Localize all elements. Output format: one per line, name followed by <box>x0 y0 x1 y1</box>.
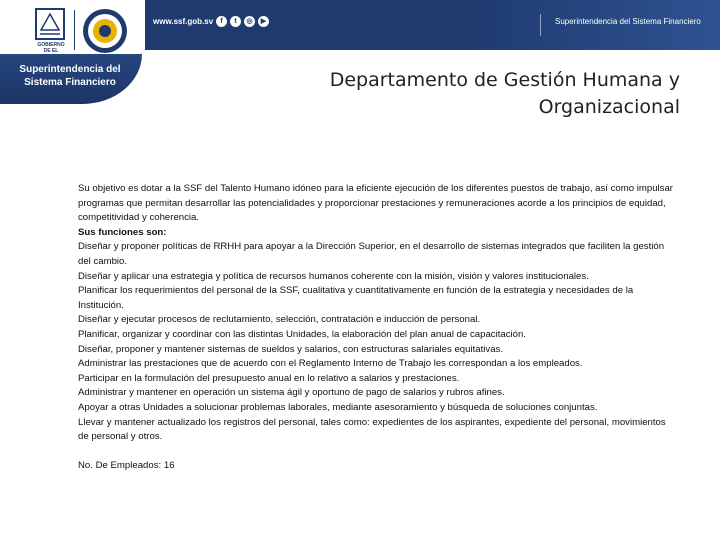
brand-name: Superintendencia del Sistema Financiero <box>555 17 701 26</box>
government-label-line2: DE EL <box>43 48 59 54</box>
page-title-line1: Departamento de Gestión Humana y <box>329 69 680 91</box>
employee-count-label: No. De Empleados: <box>78 459 162 471</box>
logo-block <box>0 0 145 108</box>
page-title-line2: Organizacional <box>538 96 680 118</box>
facebook-icon[interactable]: f <box>216 16 227 27</box>
objective-text: Su objetivo es dotar a la SSF del Talento Humano idóneo para la eficiente ejecución de los diferentes puestos de trabajo, así como impulsar programas que permitan desarrollar las potencialidades y proporcionar prestaciones y remuneraciones acorde a los principios de equidad, competitividad y coherencia. <box>78 183 673 224</box>
function-item: Planificar, organizar y coordinar con las distintas Unidades, la elaboración del plan anual de capacitación. <box>78 328 526 340</box>
government-shield-icon <box>35 8 65 40</box>
function-item: Apoyar a otras Unidades a solucionar problemas laborales, mediante asesoramiento y búsqueda de soluciones conjuntas. <box>78 401 598 413</box>
function-item: Diseñar y ejecutar procesos de reclutamiento, selección, contratación e inducción de personal. <box>78 314 481 326</box>
panel-line2: Sistema Financiero <box>24 77 116 88</box>
header-divider <box>540 14 541 36</box>
ssf-seal-icon <box>82 8 128 54</box>
youtube-icon[interactable]: ▶ <box>258 16 269 27</box>
function-item: Llevar y mantener actualizado los registros del personal, tales como: expedientes de los aspirantes, expediente del personal, movimientos de personal y otros. <box>78 416 666 443</box>
employee-count <box>78 459 678 474</box>
page-title <box>280 67 680 121</box>
panel-line1: Superintendencia del <box>19 64 121 75</box>
website-link[interactable]: www.ssf.gob.sv <box>153 17 214 26</box>
department-description <box>78 182 678 473</box>
employee-count-value: 16 <box>163 459 175 471</box>
government-label-line1: GOBIERNO <box>37 42 65 48</box>
logo-separator <box>74 10 75 50</box>
function-item: Diseñar y proponer políticas de RRHH para apoyar a la Dirección Superior, en el desarrollo de sistemas integrados que faciliten la gestión del cambio. <box>78 241 665 267</box>
function-item: Administrar y mantener en operación un sistema ágil y oportuno de pago de salarios y rubros afines. <box>78 387 505 399</box>
function-item: Administrar las prestaciones que de acuerdo con el Reglamento Interno de Trabajo les correspondan a los empleados. <box>78 358 583 370</box>
instagram-icon[interactable]: ◎ <box>244 16 255 27</box>
function-item: Diseñar y aplicar una estrategia y política de recursos humanos coherente con la misión, visión y valores institucionales. <box>78 270 589 282</box>
twitter-icon[interactable]: t <box>230 16 241 27</box>
functions-heading: Sus funciones son: <box>78 226 167 238</box>
ssf-name-panel <box>0 54 142 104</box>
function-item: Diseñar, proponer y mantener sistemas de sueldos y salarios, con estructuras salariales equitativas. <box>78 343 503 355</box>
function-item: Planificar los requerimientos del personal de la SSF, cualitativa y cuantitativamente en función de la estrategia y necesidades de la Institución. <box>78 285 634 311</box>
function-item: Participar en la formulación del presupuesto anual en lo relativo a salarios y prestaciones. <box>78 372 460 384</box>
